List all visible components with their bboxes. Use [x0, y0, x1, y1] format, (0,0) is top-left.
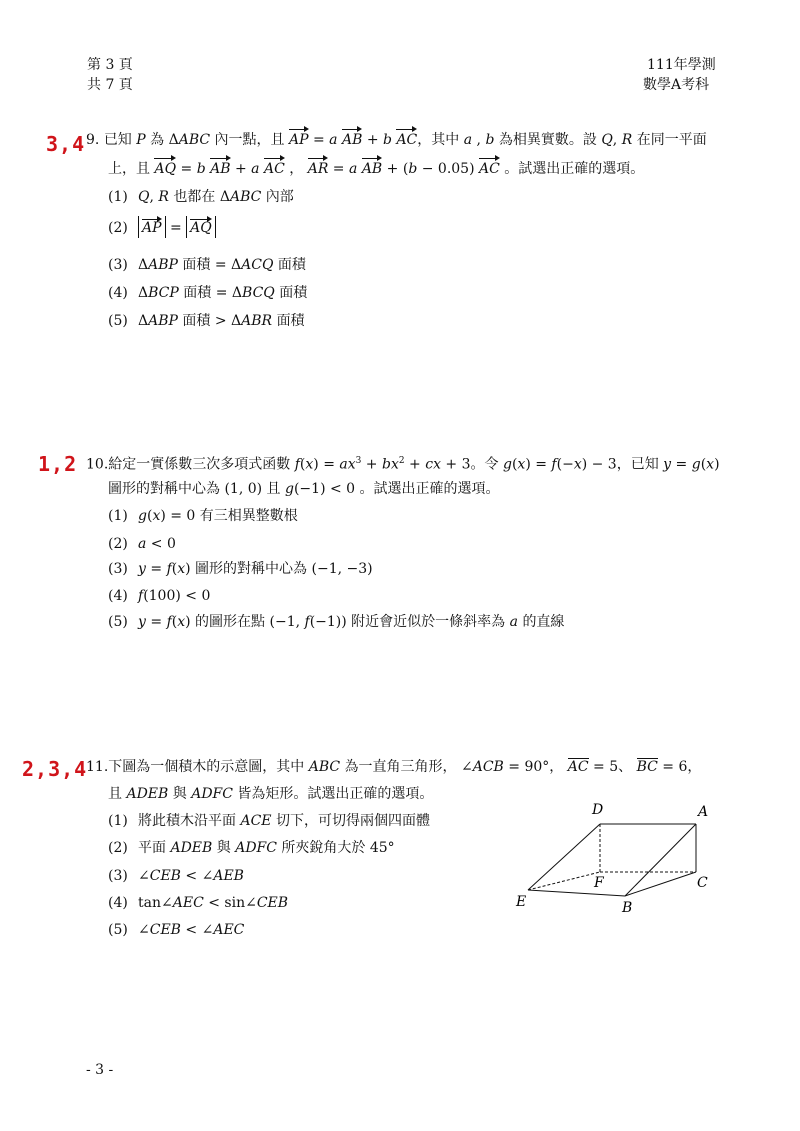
label-D: D	[592, 802, 604, 818]
label-E: E	[516, 894, 527, 910]
q11-option-1: (1) 將此積木沿平面 ACE 切下，可切得兩個四面體	[108, 813, 430, 829]
subject-title: 數學A考科	[643, 77, 710, 93]
q10-option-4: (4) f(100) < 0	[108, 588, 211, 604]
q10-option-5: (5) y = f(x) 的圖形在點 (−1, f(−1)) 附近會近似於一條斜率為 a 的直線	[108, 614, 565, 630]
exam-title: 111年學測	[647, 57, 716, 73]
q10-option-2: (2) a < 0	[108, 536, 176, 552]
q10-option-1: (1) g(x) = 0 有三相異整數根	[108, 508, 298, 524]
q9-option-1: (1) Q, R 也都在 ΔABC 內部	[108, 189, 294, 205]
q10-stem-line2: 圖形的對稱中心為 (1, 0) 且 g(−1) < 0 。試選出正確的選項。	[108, 481, 500, 497]
label-A: A	[698, 804, 709, 820]
q11-stem-line2: 且 ADEB 與 ADFC 皆為矩形。試選出正確的選項。	[108, 786, 434, 802]
q9-option-3: (3) ΔABP 面積 = ΔACQ 面積	[108, 257, 306, 273]
q9-option-2: (2) AP = AQ	[108, 216, 216, 238]
q11-stem-line1: 11.下圖為一個積木的示意圖，其中 ABC 為一直角三角形， ∠ACB = 90°， AC = 5、 BC = 6，	[86, 759, 702, 775]
q11-option-3: (3) ∠CEB < ∠AEB	[108, 868, 244, 884]
q11-option-5: (5) ∠CEB < ∠AEC	[108, 922, 245, 938]
answer-q10: 1,2	[38, 452, 78, 476]
edge-EB	[528, 890, 625, 896]
answer-q11: 2,3,4	[22, 757, 88, 781]
label-F: F	[594, 875, 604, 891]
answer-q9: 3,4	[46, 132, 86, 156]
q9-stem-line2: 上，且 AQ = b AB + a AC ， AR = a AB + (b − 0.05) AC 。試選出正確的選項。	[108, 157, 644, 179]
edge-AB	[625, 824, 696, 896]
total-pages: 共 7 頁	[87, 77, 133, 93]
q10-number: 10.	[86, 456, 109, 473]
edge-EF-hidden	[528, 872, 600, 890]
label-B: B	[622, 900, 633, 916]
q9-option-5: (5) ΔABP 面積 > ΔABR 面積	[108, 313, 305, 329]
footer-page-number: - 3 -	[86, 1062, 114, 1078]
edge-DE	[528, 824, 600, 890]
q11-number: 11.	[86, 759, 109, 775]
q9-number: 9.	[86, 132, 100, 148]
label-C: C	[697, 875, 708, 891]
q11-option-2: (2) 平面 ADEB 與 ADFC 所夾銳角大於 45°	[108, 840, 395, 856]
prism-figure	[510, 798, 725, 918]
edge-BC	[625, 872, 696, 896]
page-number: 第 3 頁	[87, 57, 133, 73]
q10-stem-line1: 10.給定一實係數三次多項式函數 $f(x) = ax^3 + bx^2$ + cx + 3。令 g(x) = f(−x) − 3，已知 y = g(x)	[86, 456, 720, 473]
q10-option-3: (3) y = f(x) 圖形的對稱中心為 (−1, −3)	[108, 561, 373, 577]
q11-option-4: (4) tan∠AEC < sin∠CEB	[108, 895, 289, 911]
q9-option-4: (4) ΔBCP 面積 = ΔBCQ 面積	[108, 285, 308, 301]
q9-stem-line1: 9. 已知 P 為 ΔABC 內一點，且 AP = a AB + b AC，其中 a , b 為相異實數。設 Q, R 在同一平面	[86, 128, 707, 150]
